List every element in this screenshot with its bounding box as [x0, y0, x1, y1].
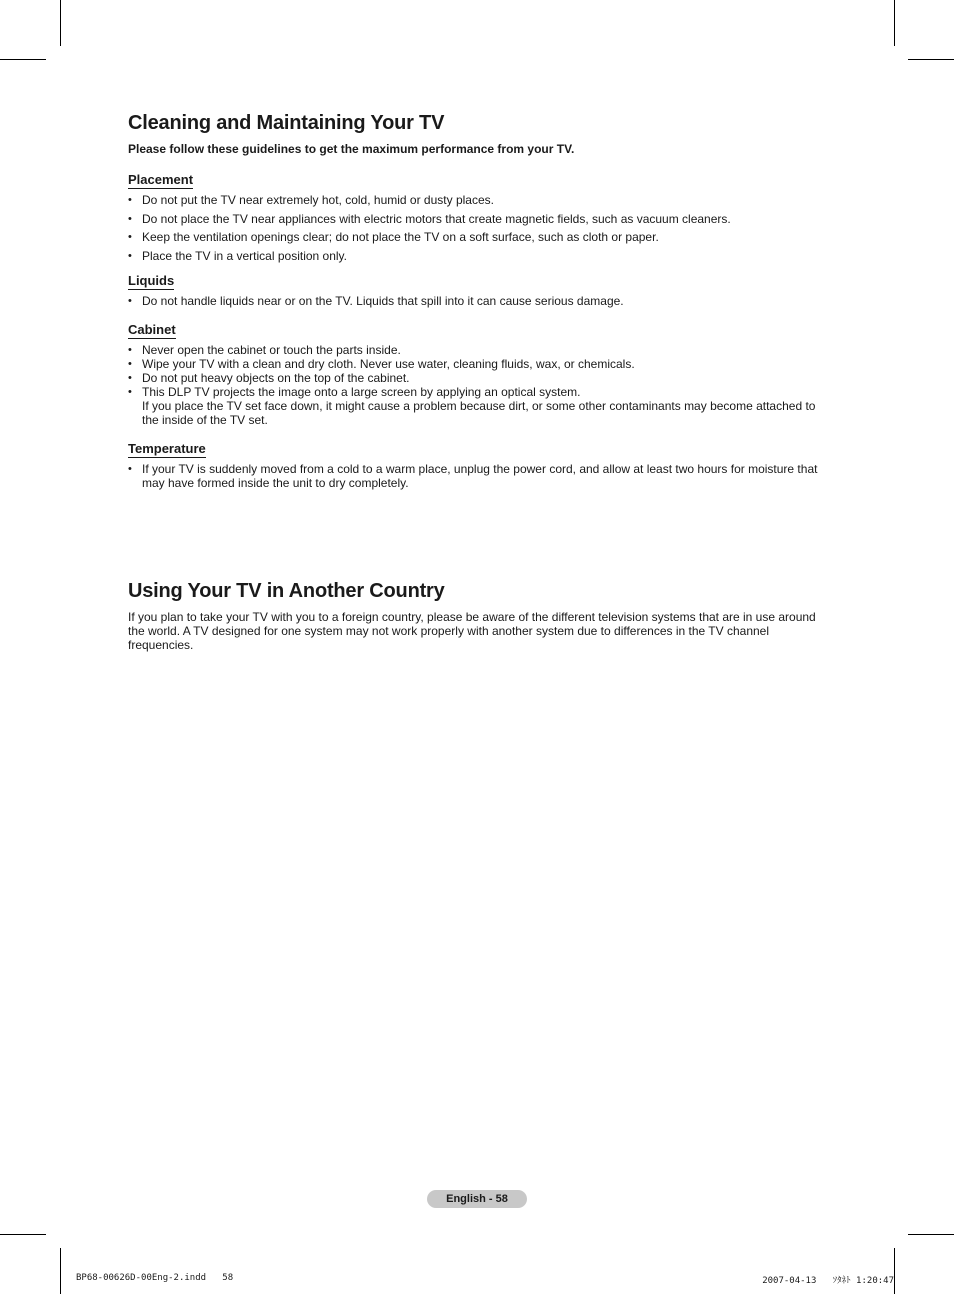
- placement-section: [128, 171, 828, 263]
- another-country-section: [128, 578, 828, 652]
- crop-mark-top-right-h: [908, 59, 954, 60]
- list-item: • Keep the ventilation openings clear; do not place the TV on a soft surface, such as cloth or paper.: [128, 230, 828, 244]
- temperature-section: [128, 440, 828, 490]
- crop-mark-top-left-h: [0, 59, 46, 60]
- crop-mark-bottom-right-h: [908, 1234, 954, 1235]
- dlp-text: This DLP TV projects the image onto a large screen by applying an optical system.: [142, 384, 581, 399]
- list-item: • Do not put the TV near extremely hot, cold, humid or dusty places.: [128, 193, 828, 207]
- list-item: • Wipe your TV with a clean and dry cloth. Never use water, cleaning fluids, wax, or chemicals.: [128, 357, 828, 371]
- list-item: • Do not put heavy objects on the top of the cabinet.: [128, 371, 828, 385]
- list-item: • Place the TV in a vertical position only.: [128, 249, 828, 263]
- temperature-list: [128, 462, 828, 490]
- liquids-heading: Liquids: [128, 272, 175, 288]
- crop-mark-bottom-left-v: [60, 1248, 61, 1294]
- section-title-another-country: Using Your TV in Another Country: [128, 579, 445, 602]
- dlp-continuation: If you place the TV set face down, it might cause a problem because dirt, or some other contaminants may become attached to the inside of the TV set.: [142, 398, 816, 427]
- list-item: • Never open the cabinet or touch the parts inside.: [128, 343, 828, 357]
- print-slug-left: BP68-00626D-00Eng-2.indd 58: [76, 1273, 234, 1283]
- crop-mark-top-left-v: [60, 0, 61, 46]
- cabinet-list: [128, 343, 828, 427]
- liquids-section: [128, 272, 828, 308]
- temperature-heading: Temperature: [128, 440, 206, 456]
- cabinet-heading: Cabinet: [128, 321, 176, 337]
- placement-list: [128, 193, 828, 263]
- list-item: • If your TV is suddenly moved from a cold to a warm place, unplug the power cord, and allow at least two hours for moisture that may have formed inside the unit to dry completely.: [128, 462, 828, 490]
- crop-mark-bottom-left-h: [0, 1234, 46, 1235]
- page-content: [128, 110, 828, 652]
- list-item: • Do not place the TV near appliances with electric motors that create magnetic fields, such as vacuum cleaners.: [128, 212, 828, 226]
- crop-mark-top-right-v: [894, 0, 895, 46]
- list-item: • Do not handle liquids near or on the TV. Liquids that spill into it can cause serious damage.: [128, 294, 828, 308]
- list-item-dlp: [128, 385, 828, 427]
- crop-mark-bottom-right-v: [894, 1248, 895, 1294]
- placement-heading: Placement: [128, 172, 194, 187]
- section-lead: Please follow these guidelines to get the maximum performance from your TV.: [128, 142, 575, 156]
- cabinet-section: [128, 321, 828, 427]
- print-slug-right: 2007-04-13 ｿﾀﾈﾄ 1:20:47: [762, 1276, 894, 1286]
- liquids-list: [128, 294, 828, 308]
- page-number-badge: English - 58: [427, 1190, 527, 1208]
- section-title-cleaning: Cleaning and Maintaining Your TV: [128, 112, 445, 134]
- another-country-paragraph: If you plan to take your TV with you to a foreign country, please be aware of the different television systems that are in use around the world. A TV designed for one system may not work properly with another system due to differences in the TV channel frequencies.: [128, 609, 816, 652]
